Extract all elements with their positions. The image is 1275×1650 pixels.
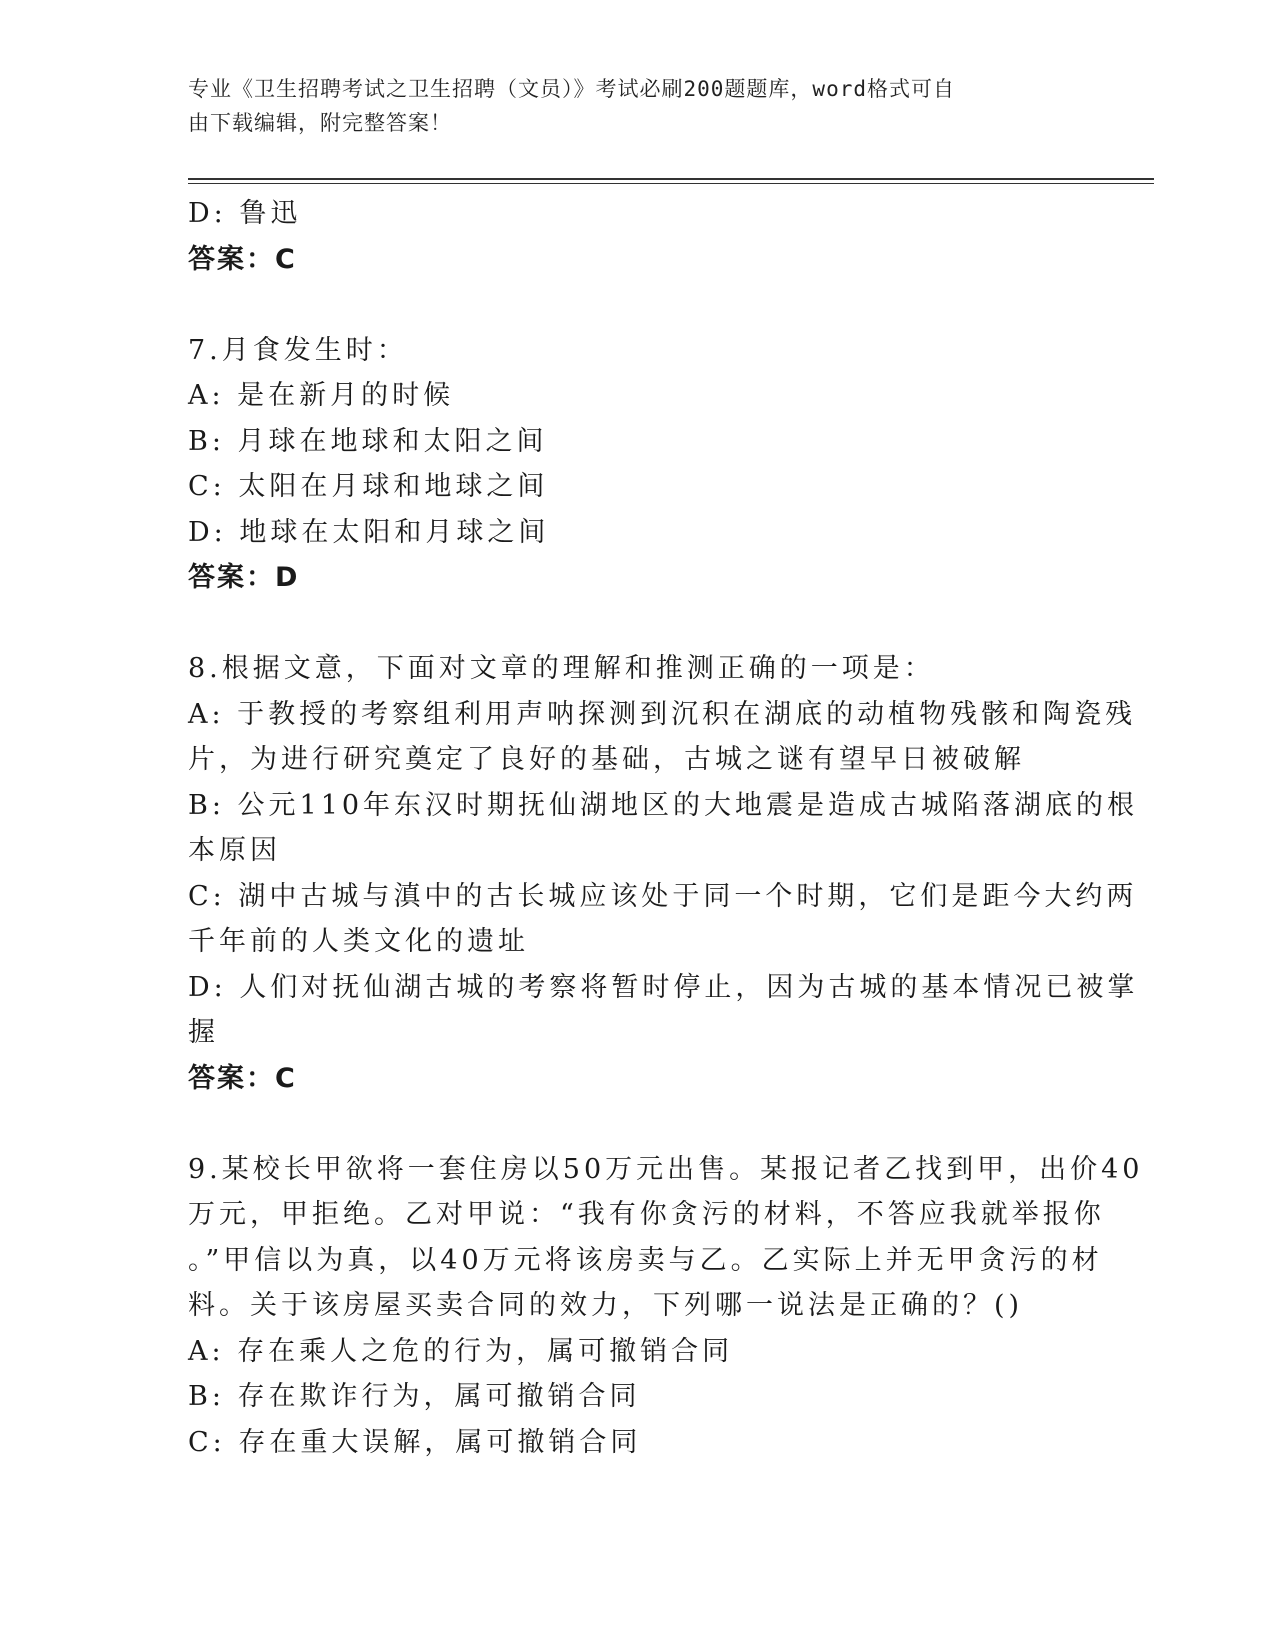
question-stem-continued: 万元，甲拒绝。乙对甲说：“我有你贪污的材料，不答应我就举报你: [188, 1199, 1105, 1230]
option-d: D: 鲁迅: [188, 198, 302, 229]
header-line-1: 专业《卫生招聘考试之卫生招聘（文员）》考试必刷200题题库，word格式可自: [188, 77, 955, 101]
answer-line: 答案：D: [188, 562, 300, 593]
question-content: [188, 191, 1144, 1465]
header-divider-thin: [188, 183, 1154, 184]
option-d: D: 人们对抚仙湖古城的考察将暂时停止，因为古城的基本情况已被掌: [188, 971, 1139, 1003]
option-b: B: 月球在地球和太阳之间: [188, 425, 548, 457]
spacer: [188, 601, 1088, 647]
question-stem: 8.根据文意，下面对文章的理解和推测正确的一项是：: [188, 653, 935, 684]
question-stem: 7.月食发生时：: [188, 334, 408, 366]
option-d: D: 地球在太阳和月球之间: [188, 516, 550, 548]
question-stem: 9.某校长甲欲将一套住房以50万元出售。某报记者乙找到甲，出价40: [188, 1153, 1144, 1185]
option-b: B: 存在欺诈行为，属可撤销合同: [188, 1381, 641, 1412]
option-a: A: 是在新月的时候: [188, 380, 455, 411]
option-a-continued: 片，为进行研究奠定了良好的基础，古城之谜有望早日被破解: [188, 744, 1025, 775]
answer-line: 答案：C: [188, 1062, 297, 1094]
spacer: [188, 282, 1088, 328]
option-a: A: 于教授的考察组利用声呐探测到沉积在湖底的动植物残骸和陶瓷残: [188, 698, 1137, 730]
option-b-continued: 本原因: [188, 835, 281, 866]
spacer: [188, 1101, 1088, 1147]
document-header: [188, 72, 1068, 140]
header-line-2: 由下载编辑，附完整答案！: [188, 111, 452, 135]
answer-line: 答案：C: [188, 243, 297, 275]
option-b: B: 公元110年东汉时期抚仙湖地区的大地震是造成古城陷落湖底的根: [188, 789, 1139, 821]
option-c: C: 湖中古城与滇中的古长城应该处于同一个时期，它们是距今大约两: [188, 880, 1138, 912]
option-c: C: 太阳在月球和地球之间: [188, 471, 549, 502]
header-divider-thick: [188, 178, 1154, 180]
option-d-continued: 握: [188, 1017, 219, 1048]
option-c: C: 存在重大误解，属可撤销合同: [188, 1426, 642, 1458]
question-stem-continued: 。”甲信以为真，以40万元将该房卖与乙。乙实际上并无甲贪污的材: [188, 1244, 1103, 1276]
question-stem-continued: 料。关于该房屋买卖合同的效力，下列哪一说法是正确的？(): [188, 1290, 1024, 1321]
option-c-continued: 千年前的人类文化的遗址: [188, 926, 529, 957]
option-a: A: 存在乘人之危的行为，属可撤销合同: [188, 1335, 734, 1367]
